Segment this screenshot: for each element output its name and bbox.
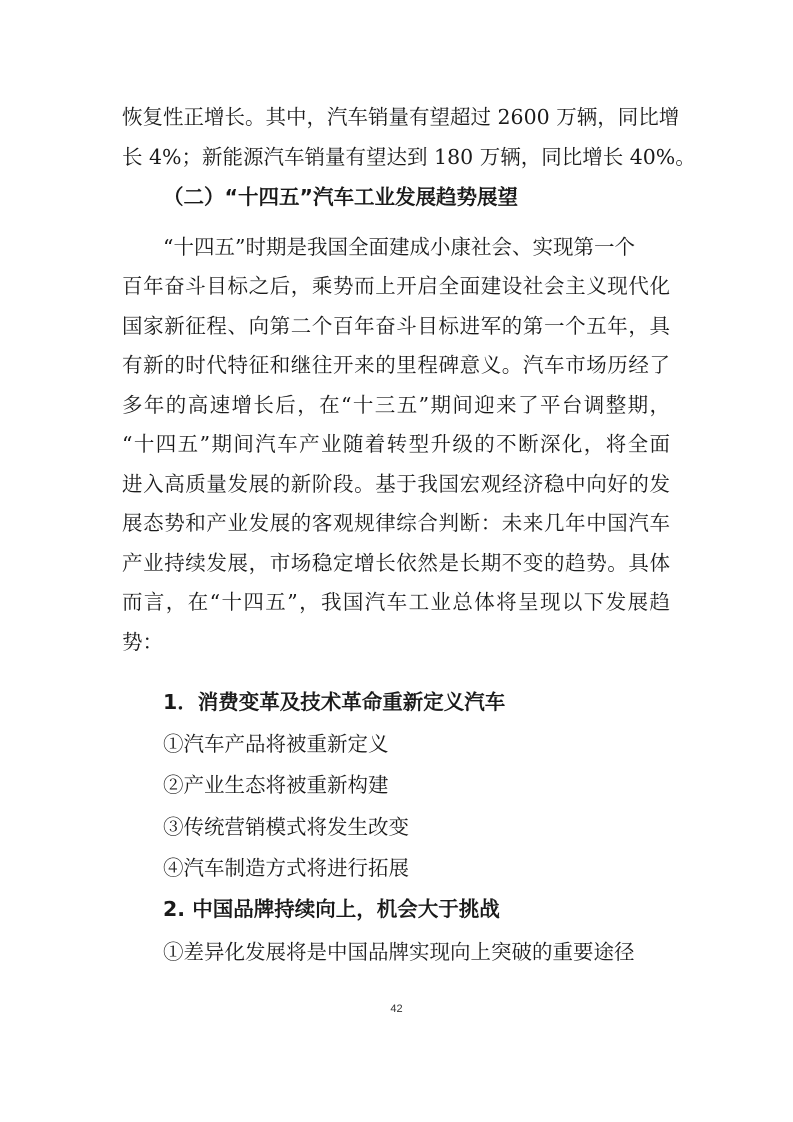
paragraph-line: 展态势和产业发展的客观规律综合判断：未来几年中国汽车 [122, 511, 670, 535]
list-item: ③传统营销模式将发生改变 [163, 815, 409, 839]
paragraph-line: 百年奋斗目标之后，乘势而上开启全面建设社会主义现代化 [122, 274, 670, 298]
paragraph-line: “十四五”时期是我国全面建成小康社会、实现第一个 [163, 235, 635, 259]
list-item: ①差异化发展将是中国品牌实现向上突破的重要途径 [163, 940, 635, 964]
paragraph-line: 势： [122, 630, 163, 654]
list-item: ②产业生态将被重新构建 [163, 773, 389, 797]
body-text-line: 长 4%；新能源汽车销量有望达到 180 万辆，同比增长 40%。 [122, 145, 696, 169]
paragraph-line: 进入高质量发展的新阶段。基于我国宏观经济稳中向好的发 [122, 472, 670, 496]
list-item: ④汽车制造方式将进行拓展 [163, 856, 409, 880]
section-heading: （二）“十四五”汽车工业发展趋势展望 [163, 185, 518, 209]
paragraph-line: 多年的高速增长后，在“十三五”期间迎来了平台调整期， [122, 393, 670, 417]
paragraph-line: 产业持续发展，市场稳定增长依然是长期不变的趋势。具体 [122, 551, 670, 575]
page-number: 42 [390, 1003, 403, 1015]
subheading: 1．消费变革及技术革命重新定义汽车 [163, 690, 506, 714]
paragraph-line: 有新的时代特征和继往开来的里程碑意义。汽车市场历经了 [122, 353, 670, 377]
paragraph-line: 国家新征程、向第二个百年奋斗目标进军的第一个五年，具 [122, 314, 670, 338]
list-item: ①汽车产品将被重新定义 [163, 732, 389, 756]
paragraph-line: “十四五”期间汽车产业随着转型升级的不断深化，将全面 [122, 432, 670, 456]
paragraph-line: 而言，在“十四五”，我国汽车工业总体将呈现以下发展趋 [122, 590, 670, 614]
subheading: 2. 中国品牌持续向上，机会大于挑战 [163, 897, 500, 921]
body-text-line: 恢复性正增长。其中，汽车销量有望超过 2600 万辆，同比增 [122, 105, 680, 129]
